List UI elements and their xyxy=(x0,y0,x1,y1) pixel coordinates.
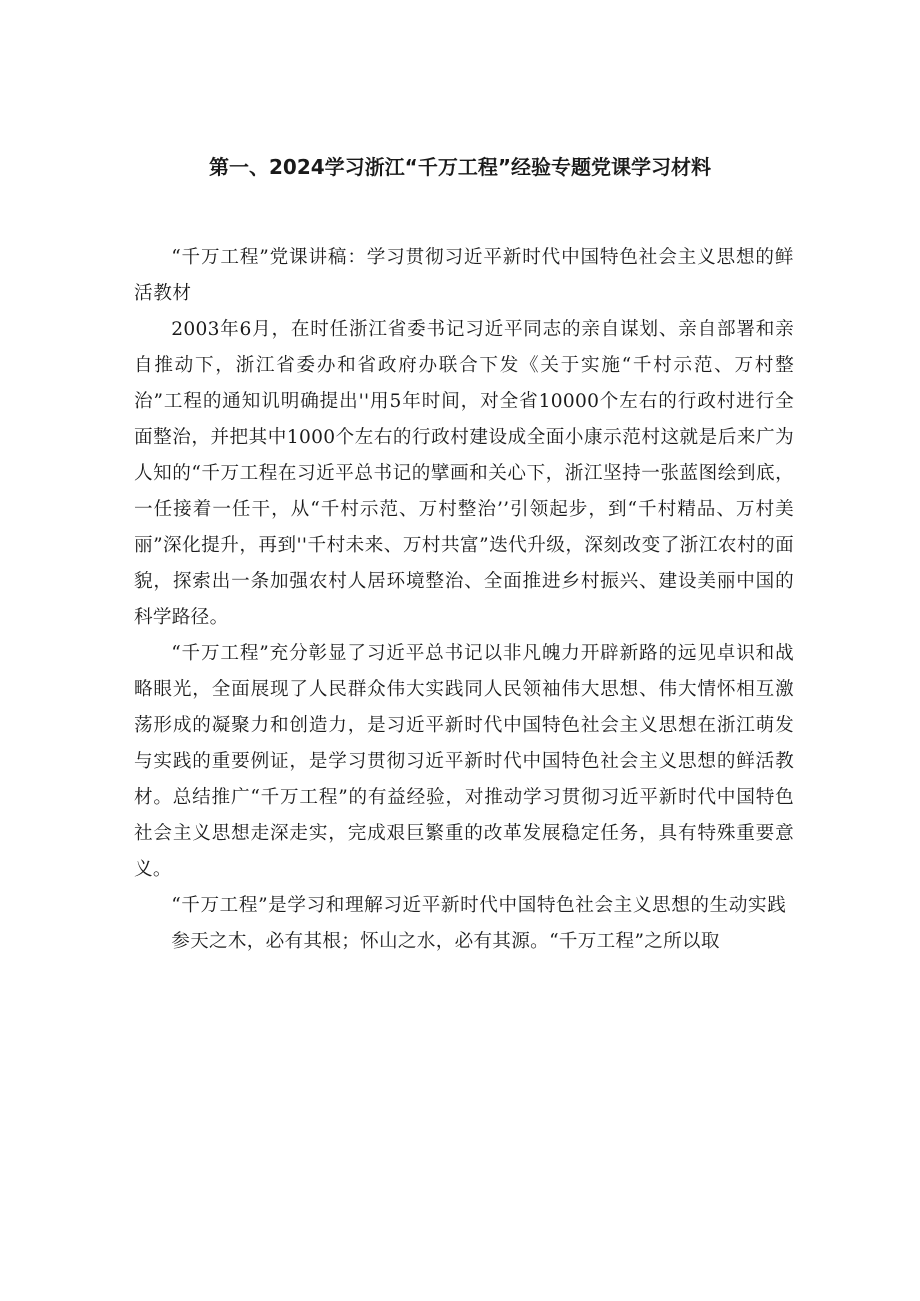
section-heading: “千万工程”是学习和理解习近平新时代中国特色社会主义思想的生动实践 xyxy=(171,895,787,916)
section-heading: “千万工程”党课讲稿：学习贯彻习近平新时代中国特色社会主义思想的鲜活教材 xyxy=(134,247,794,304)
body-paragraph: 参天之木，必有其根；怀山之水，必有其源。“千万工程”之所以取 xyxy=(171,931,720,952)
document-body xyxy=(134,240,794,960)
body-paragraph: 2003年6月，在时任浙江省委书记习近平同志的亲自谋划、亲自部署和亲自推动下，浙江省委办和省政府办联合下发《关于实施“千村示范、万村整治”工程的通知讥明确提出''用5年时间，对全省10000个左右的行政村进行全面整治，并把其中1000个左右的行政村建设成全面小康示范村这就是后来广为人知的“千万工程在习近平总书记的擘画和关心下，浙江坚持一张蓝图绘到底，一任接着一任干，从“千村示范、万村整治’’引领起步，到“千村精品、万村美丽”深化提升，再到''千村未来、万村共富”迭代升级，深刻改变了浙江农村的面貌，探索出一条加强农村人居环境整治、全面推进乡村振兴、建设美丽中国的科学路径。 xyxy=(134,319,794,628)
body-paragraph: “千万工程”充分彰显了习近平总书记以非凡魄力开辟新路的远见卓识和战略眼光，全面展现了人民群众伟大实践同人民领袖伟大思想、伟大情怀相互激荡形成的凝聚力和创造力，是习近平新时代中国特色社会主义思想在浙江萌发与实践的重要例证，是学习贯彻习近平新时代中国特色社会主义思想的鲜活教材。总结推广“千万工程”的有益经验，对推动学习贯彻习近平新时代中国特色社会主义思想走深走实，完成艰巨繁重的改革发展稳定任务，具有特殊重要意义。 xyxy=(134,643,794,880)
document-title: 第一、2024学习浙江“千万工程”经验专题党课学习材料 xyxy=(209,155,711,179)
